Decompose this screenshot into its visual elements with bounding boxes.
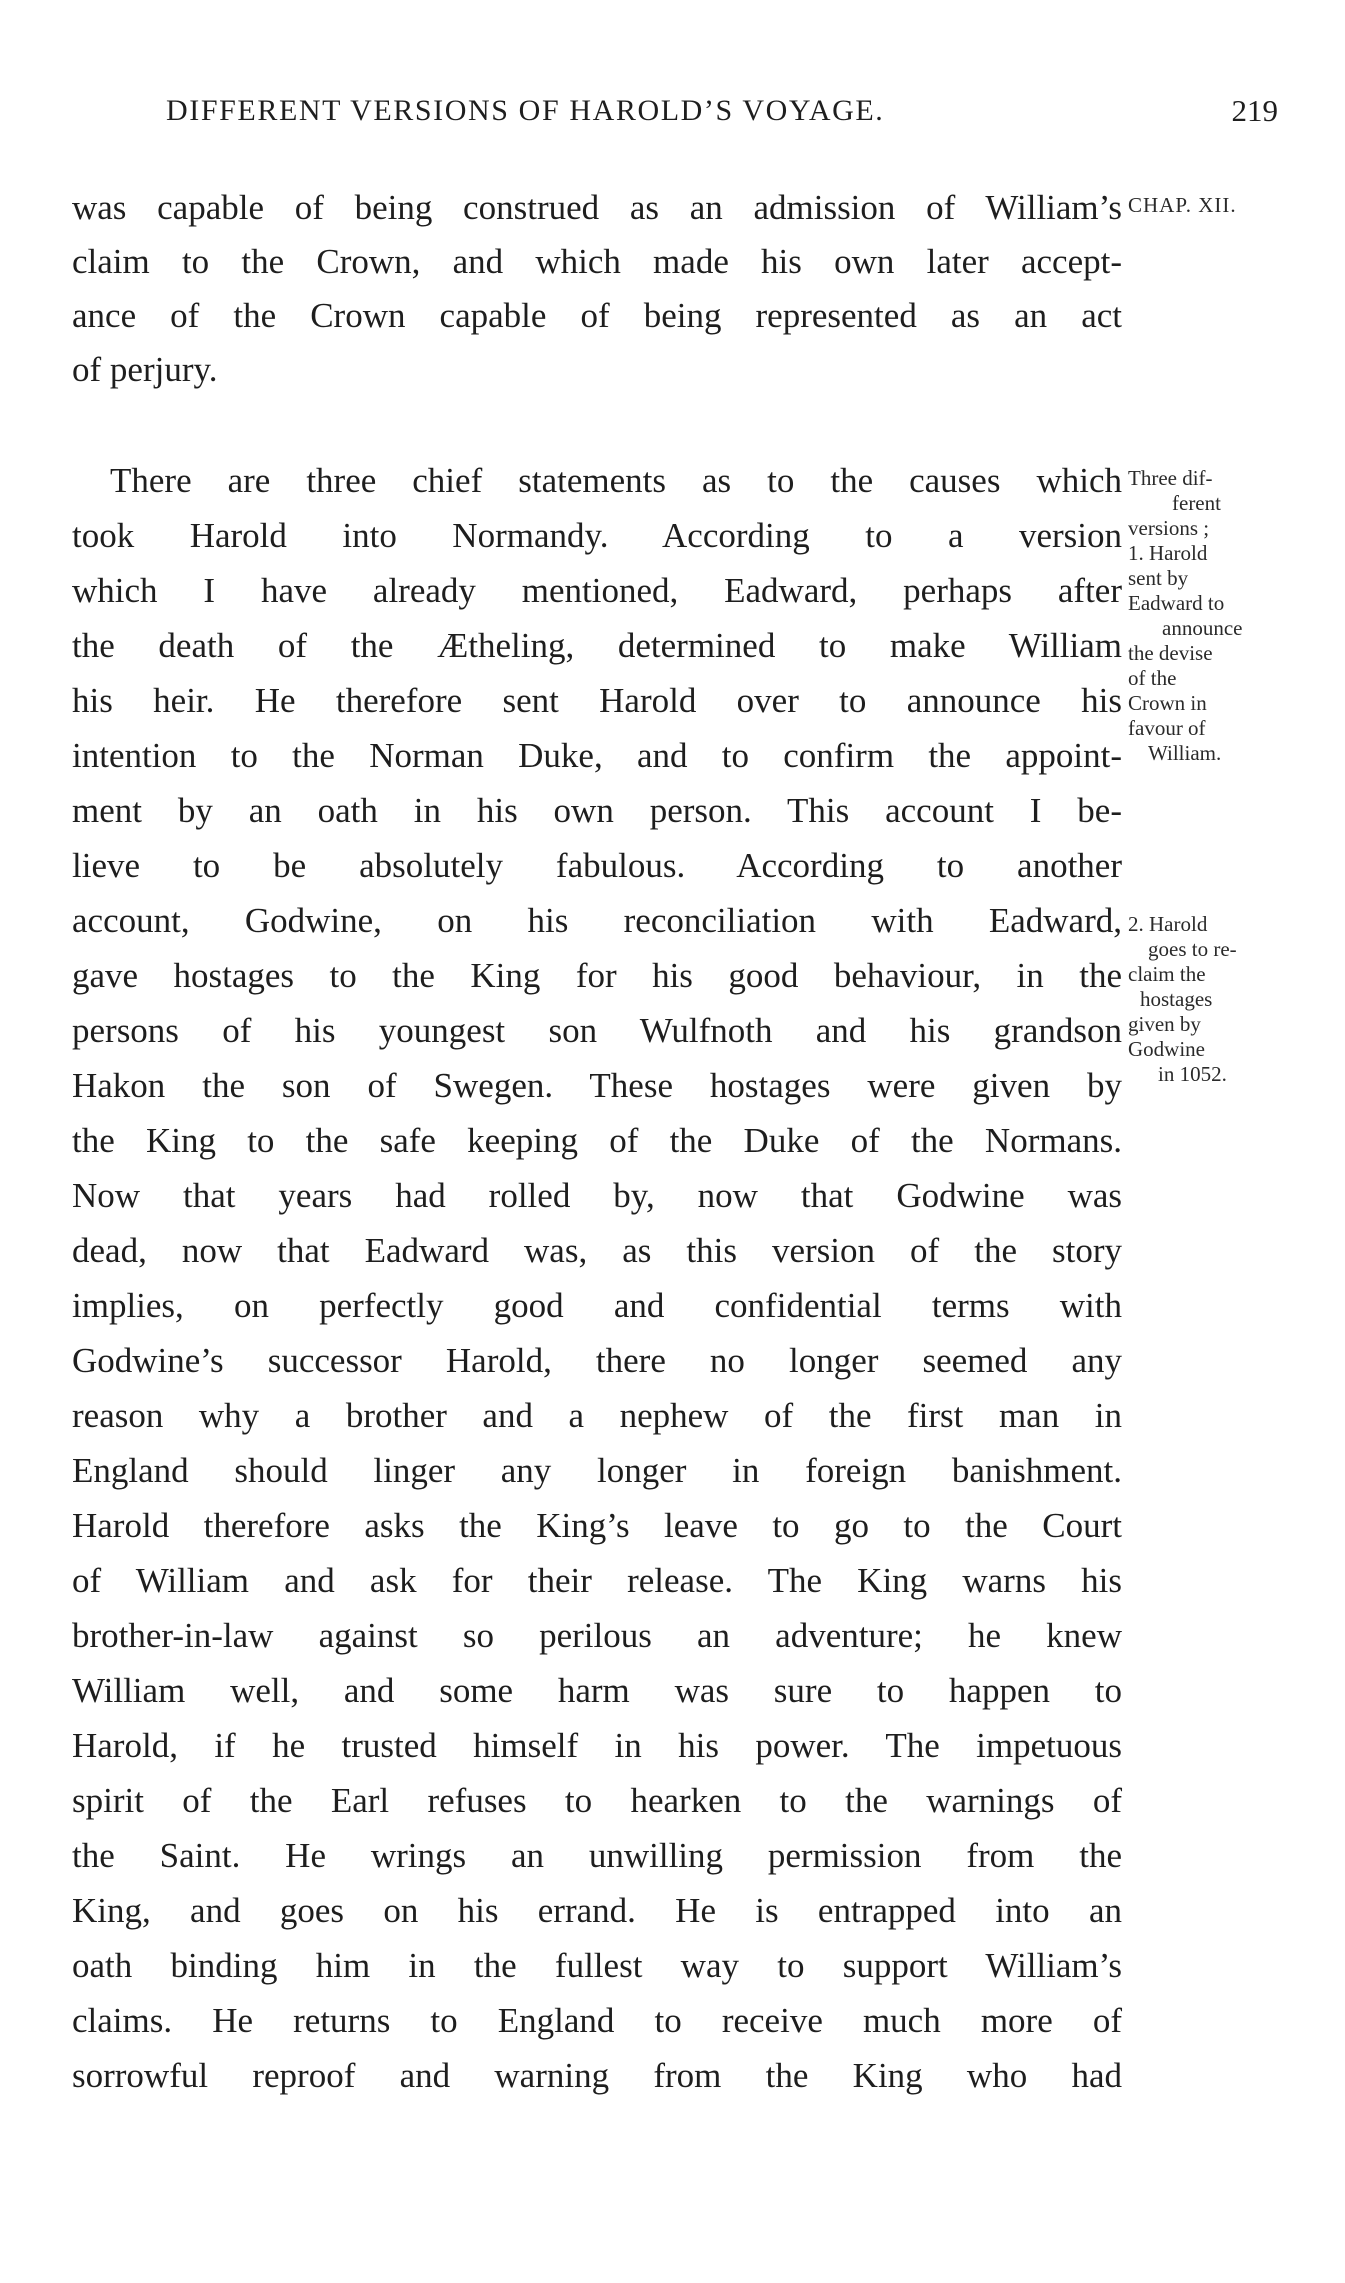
text-line: oath binding him in the fullest way to support William’s xyxy=(72,1946,1122,1985)
text-line: lieve to be absolutely fabulous. According to another xyxy=(72,846,1122,885)
text-line: spirit of the Earl refuses to hearken to the warnings of xyxy=(72,1781,1122,1820)
text-line: was capable of being construed as an admission of William’s xyxy=(72,188,1122,227)
margin-note-line: Three dif- xyxy=(1128,466,1213,490)
text-line: gave hostages to the King for his good behaviour, in the xyxy=(72,956,1122,995)
text-line: Hakon the son of Swegen. These hostages were given by xyxy=(72,1066,1122,1105)
margin-note-line: Crown in xyxy=(1128,691,1207,715)
margin-note-line: Godwine xyxy=(1128,1037,1205,1061)
text-line: of perjury. xyxy=(72,350,218,389)
text-line: persons of his youngest son Wulfnoth and his grandson xyxy=(72,1011,1122,1050)
text-line: the death of the Ætheling, determined to make William xyxy=(72,626,1122,665)
margin-note-line: versions ; xyxy=(1128,516,1210,540)
margin-note-line: hostages xyxy=(1140,987,1213,1011)
margin-note-line: favour of xyxy=(1128,716,1206,740)
margin-note-line: sent by xyxy=(1128,566,1189,590)
text-line: William well, and some harm was sure to happen to xyxy=(72,1671,1122,1710)
text-line: his heir. He therefore sent Harold over to announce his xyxy=(72,681,1122,720)
running-title: DIFFERENT VERSIONS OF HAROLD’S VOYAGE. xyxy=(166,94,885,127)
text-line: Harold therefore asks the King’s leave to go to the Court xyxy=(72,1506,1122,1545)
text-line: dead, now that Eadward was, as this version of the story xyxy=(72,1231,1122,1270)
margin-note-hostages xyxy=(1128,912,1288,1087)
text-line: intention to the Norman Duke, and to confirm the appoint- xyxy=(72,736,1122,775)
text-line: reason why a brother and a nephew of the first man in xyxy=(72,1396,1122,1435)
text-line: There are three chief statements as to the causes which xyxy=(110,461,1122,500)
text-line: Now that years had rolled by, now that Godwine was xyxy=(72,1176,1122,1215)
margin-note-line: in 1052. xyxy=(1158,1062,1227,1086)
margin-note-line: announce xyxy=(1162,616,1243,640)
text-line: brother-in-law against so perilous an adventure; he knew xyxy=(72,1616,1122,1655)
text-line: Godwine’s successor Harold, there no longer seemed any xyxy=(72,1341,1122,1380)
text-line: implies, on perfectly good and confidential terms with xyxy=(72,1286,1122,1325)
margin-note-line: given by xyxy=(1128,1012,1201,1036)
text-line: ment by an oath in his own person. This account I be- xyxy=(72,791,1122,830)
text-line: England should linger any longer in foreign banishment. xyxy=(72,1451,1122,1490)
text-line: the King to the safe keeping of the Duke of the Normans. xyxy=(72,1121,1122,1160)
running-head xyxy=(166,86,1296,136)
text-line: the Saint. He wrings an unwilling permission from the xyxy=(72,1836,1122,1875)
text-line: ance of the Crown capable of being represented as an act xyxy=(72,296,1122,335)
margin-note-line: Eadward to xyxy=(1128,591,1225,615)
text-line: took Harold into Normandy. According to a version xyxy=(72,516,1122,555)
text-line: claim to the Crown, and which made his own later accept- xyxy=(72,242,1122,281)
text-line: Harold, if he trusted himself in his power. The impetuous xyxy=(72,1726,1122,1765)
margin-note-line: of the xyxy=(1128,666,1177,690)
chapter-marker: CHAP. XII. xyxy=(1128,193,1237,217)
text-line: which I have already mentioned, Eadward, perhaps after xyxy=(72,571,1122,610)
text-line: of William and ask for their release. The King warns his xyxy=(72,1561,1122,1600)
margin-note-line: ferent xyxy=(1172,491,1221,515)
margin-note-line: William. xyxy=(1148,741,1222,765)
text-line: King, and goes on his errand. He is entrapped into an xyxy=(72,1891,1122,1930)
margin-note-line: the devise xyxy=(1128,641,1213,665)
margin-note-line: 2. Harold xyxy=(1128,912,1208,936)
text-line: claims. He returns to England to receive much more of xyxy=(72,2001,1122,2040)
margin-note-line: claim the xyxy=(1128,962,1206,986)
margin-note-line: goes to re- xyxy=(1148,937,1237,961)
margin-note-three-versions xyxy=(1128,466,1288,766)
margin-note-line: 1. Harold xyxy=(1128,541,1208,565)
text-line: account, Godwine, on his reconciliation with Eadward, xyxy=(72,901,1122,940)
page-number: 219 xyxy=(1231,93,1278,128)
text-line: sorrowful reproof and warning from the King who had xyxy=(72,2056,1122,2095)
